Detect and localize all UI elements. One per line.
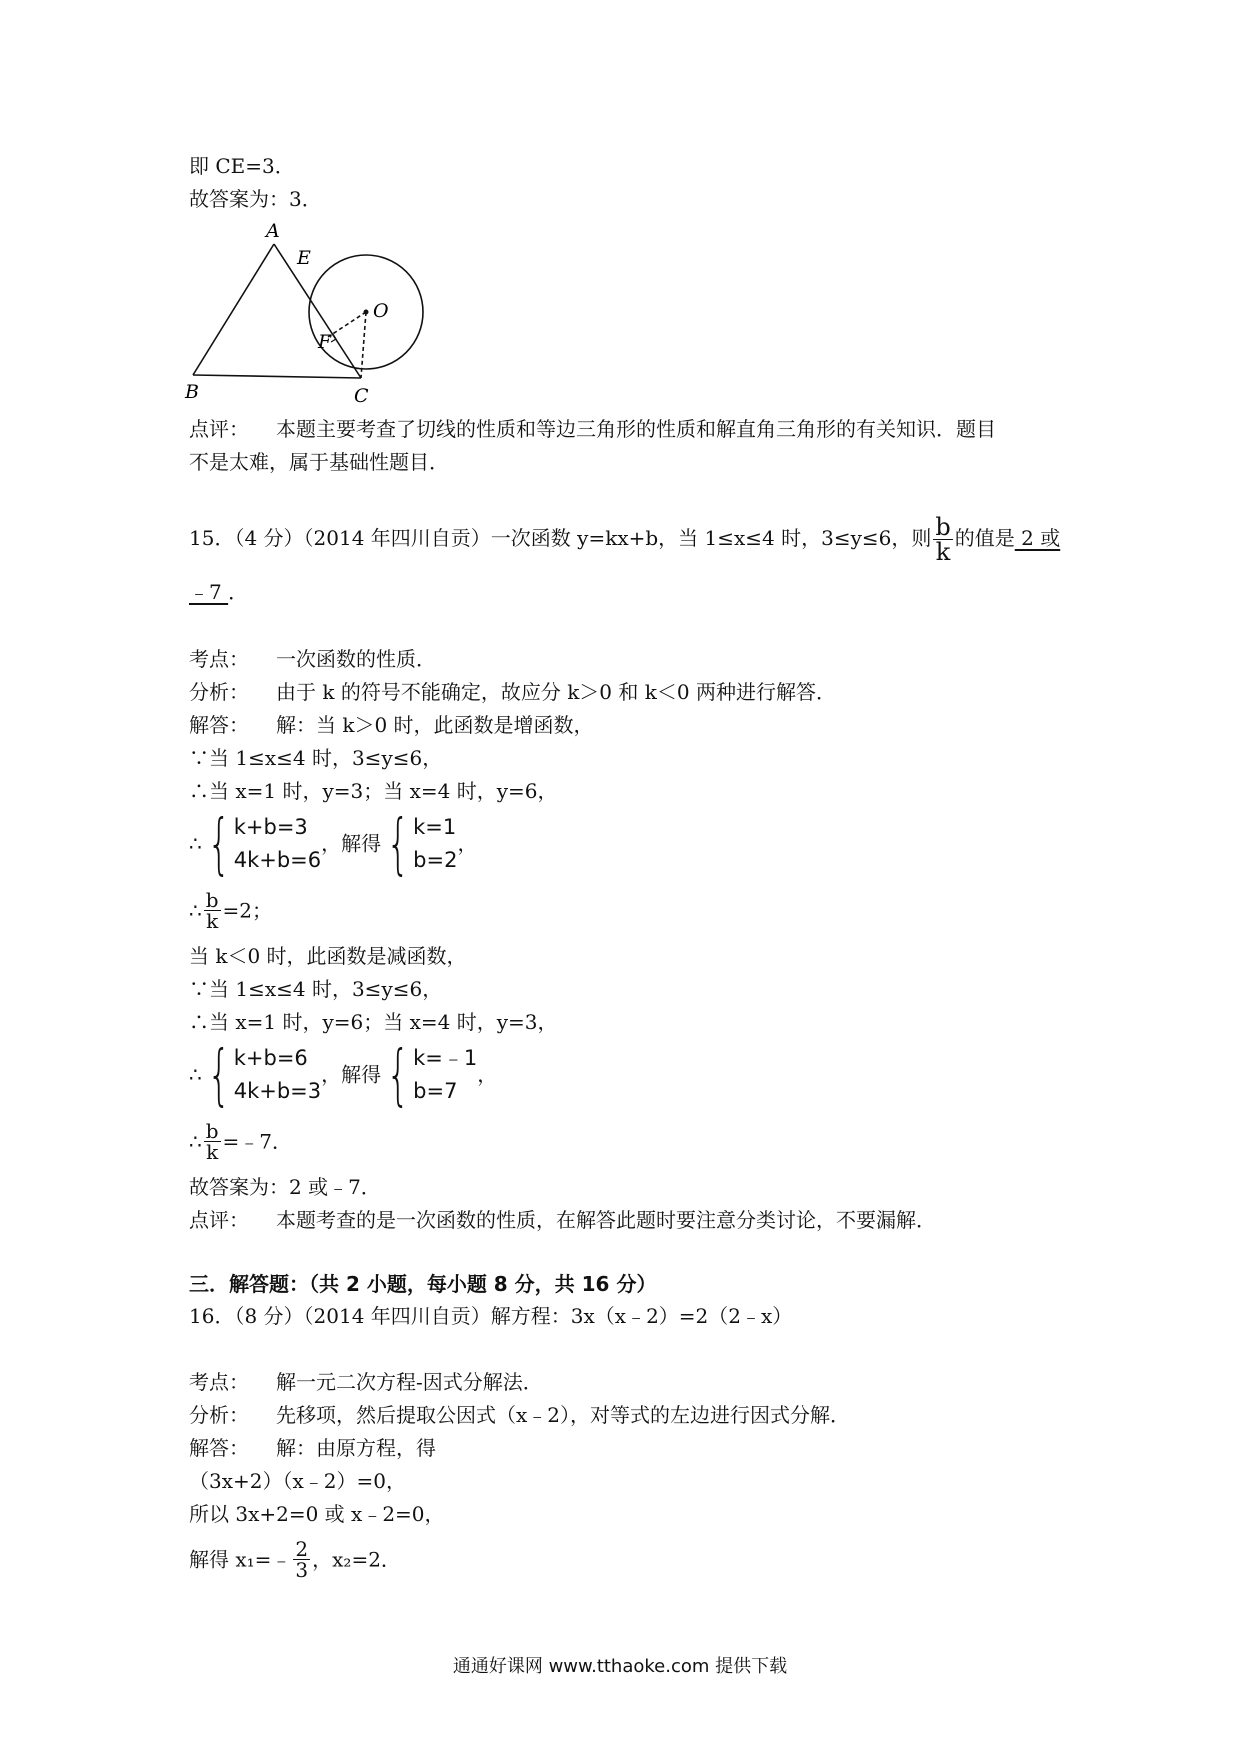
segment-ac: [274, 244, 361, 378]
jieda-line: 解答： 解：由原方程，得: [189, 1436, 436, 1460]
solution-line: ∴当 x=1 时，y=3；当 x=4 时，y=6，: [189, 779, 558, 803]
kaodian-line: 考点： 解一元二次方程-因式分解法．: [189, 1370, 543, 1394]
brace-icon: {: [207, 1035, 231, 1113]
page-footer: 通通好课网 www.tthaoke.com 提供下载: [452, 1656, 788, 1677]
solution-line: ∵当 1≤x≤4 时，3≤y≤6，: [189, 746, 443, 770]
equation-system-2: ∴{ k+b=6 4k+b=3 ，解得{ k=﹣1 b=7 ，: [189, 1035, 498, 1113]
kaodian-line: 考点： 一次函数的性质．: [189, 647, 436, 671]
segment-oc: [361, 312, 366, 378]
fraction-b-over-k: $\frac{b}{k}$: [205, 888, 219, 933]
label-o: O: [373, 300, 389, 322]
question-16-stem: 16．（8 分）（2014 年四川自贡）解方程：3x（x﹣2）=2（2﹣x）: [189, 1304, 793, 1328]
right-angle-mark: [331, 334, 336, 342]
brace-icon: {: [386, 804, 410, 882]
label-b: B: [185, 381, 199, 403]
solution-line-roots: 解得 x₁=﹣ $\frac{2}{3}$ ，x₂=2．: [189, 1537, 401, 1582]
section-heading: 三．解答题：（共 2 小题，每小题 8 分，共 16 分）: [189, 1272, 657, 1296]
comment-line: 不是太难，属于基础性题目．: [189, 450, 449, 474]
text-line: 即 CE=3．: [189, 154, 295, 178]
fraction-b-over-k: $\frac{b}{k}$: [935, 513, 951, 566]
label-e: E: [297, 247, 311, 269]
fraction-b-over-k: $\frac{b}{k}$: [205, 1119, 219, 1164]
brace-icon: {: [386, 1035, 410, 1113]
result-line-2: ∴ $\frac{b}{k}$ =﹣7．: [189, 1119, 293, 1164]
jieda-line: 解答： 解：当 k＞0 时，此函数是增函数，: [189, 713, 594, 737]
fenxi-line: 分析： 先移项，然后提取公因式（x﹣2），对等式的左边进行因式分解．: [189, 1403, 851, 1427]
segment-bc: [193, 375, 361, 378]
solution-line: （3x+2）（x﹣2）=0，: [189, 1469, 406, 1493]
center-point: [364, 310, 369, 315]
solution-line: ∵当 1≤x≤4 时，3≤y≤6，: [189, 977, 443, 1001]
question-15-stem: [189, 515, 1060, 564]
geometry-figure: [180, 212, 440, 412]
question-text: 的值是: [954, 526, 1015, 550]
comment-label: 点评：: [189, 417, 249, 441]
question-text: 15．（4 分）（2014 年四川自贡）一次函数 y=kx+b，当 1≤x≤4 时，3≤y≤6，则: [189, 526, 932, 550]
comment-text: 本题主要考查了切线的性质和等边三角形的性质和解直角三角形的有关知识．题目: [276, 417, 996, 441]
comment-line: [189, 415, 996, 443]
segment-ab: [193, 244, 274, 375]
fraction-two-thirds: $\frac{2}{3}$: [295, 1537, 309, 1582]
text-line: 故答案为：3．: [189, 187, 322, 211]
fenxi-line: 分析： 由于 k 的符号不能确定，故应分 k＞0 和 k＜0 两种进行解答．: [189, 680, 836, 704]
solution-line: 所以 3x+2=0 或 x﹣2=0，: [189, 1502, 445, 1526]
label-f: F: [318, 331, 332, 353]
result-line-1: ∴ $\frac{b}{k}$ =2；: [189, 888, 273, 933]
answer-blank: 2 或: [1014, 526, 1061, 550]
dianping-line: 点评： 本题考查的是一次函数的性质，在解答此题时要注意分类讨论，不要漏解．: [189, 1208, 936, 1232]
answer-blank: ﹣7: [189, 580, 229, 604]
solution-line: 当 k＜0 时，此函数是减函数，: [189, 944, 467, 968]
solution-line: ∴当 x=1 时，y=6；当 x=4 时，y=3，: [189, 1010, 558, 1034]
equation-system-1: ∴{ k+b=3 4k+b=6 ，解得{ k=1 b=2 ，: [189, 804, 478, 882]
answer-line: 故答案为：2 或﹣7．: [189, 1175, 381, 1199]
segment-of: [328, 312, 366, 337]
label-a: A: [266, 220, 280, 242]
question-15-stem-cont: ﹣7 ．: [189, 580, 249, 604]
label-c: C: [354, 385, 369, 407]
brace-icon: {: [207, 804, 231, 882]
